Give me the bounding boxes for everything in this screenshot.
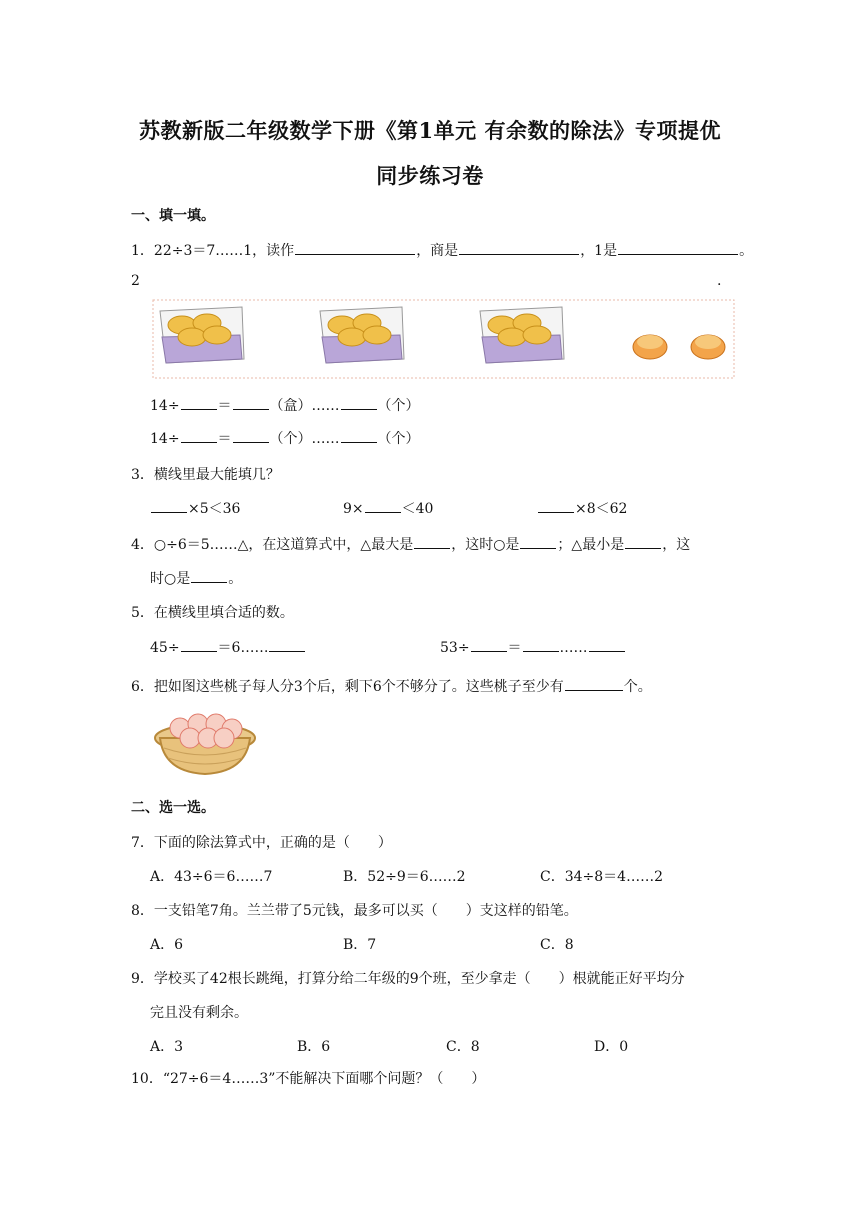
q7-text: 7．下面的除法算式中，正确的是（ ） — [131, 835, 392, 851]
q6-blank[interactable] — [565, 676, 623, 691]
q4-l2-b: 。 — [228, 571, 243, 587]
q9-line1: 9．学校买了42根长跳绳，打算分给二年级的9个班，至少拿走（ ）根就能正好平均分 — [131, 971, 685, 987]
q3-e2-b: ＜40 — [401, 501, 434, 517]
q1-blank-remainder[interactable] — [618, 240, 738, 255]
q8-option-b[interactable]: B．7 — [343, 937, 377, 953]
q4-line2 — [150, 568, 242, 588]
q9-option-d[interactable]: D．0 — [594, 1039, 629, 1055]
q1-text-c: ，1是 — [580, 243, 618, 259]
q2-l1-blank2[interactable] — [233, 395, 269, 410]
q1-blank-read[interactable] — [295, 240, 415, 255]
q5-e2-blank2[interactable] — [523, 637, 559, 652]
q2-l2-blank3[interactable] — [341, 428, 377, 443]
q4-blank2[interactable] — [520, 534, 556, 549]
q2-line1 — [150, 395, 420, 415]
q2-line1-a: 14÷ — [150, 398, 180, 414]
q3-e3-blank[interactable] — [538, 498, 574, 513]
q2-line2-c: （个）…… — [269, 431, 340, 447]
q10-text: 10．“27÷6＝4……3”不能解决下面哪个问题？（ ） — [131, 1071, 486, 1087]
q3-e2-a: 9× — [343, 501, 364, 517]
q5-e1-blank2[interactable] — [269, 637, 305, 652]
q9-line2: 完且没有剩余。 — [150, 1005, 248, 1021]
q7-option-b[interactable]: B．52÷9＝6……2 — [343, 869, 466, 885]
q3-expr3 — [537, 498, 627, 518]
q4-l1-c: ；△最小是 — [557, 537, 625, 553]
q5-e1-blank1[interactable] — [181, 637, 217, 652]
q2-line2 — [150, 428, 420, 448]
q3-e1-blank[interactable] — [151, 498, 187, 513]
q4-line1 — [131, 534, 690, 554]
q1-text-d: 。 — [739, 243, 754, 259]
q3-expr2 — [343, 498, 433, 518]
q5-e2-a: 53÷ — [440, 640, 470, 656]
q7-option-c[interactable]: C．34÷8＝4……2 — [540, 869, 663, 885]
q5-expr1 — [150, 637, 306, 657]
q3-expr1 — [150, 498, 240, 518]
q8-option-c[interactable]: C．8 — [540, 937, 574, 953]
q5-e2-c: …… — [559, 640, 588, 656]
q6-a: 6．把如图这些桃子每人分3个后，剩下6个不够分了。这些桃子至少有 — [131, 679, 564, 695]
bread-box-3 — [480, 307, 564, 363]
q2-line1-b: ＝ — [217, 398, 232, 414]
q8-option-a[interactable]: A．6 — [150, 937, 184, 953]
q2-line2-a: 14÷ — [150, 431, 180, 447]
q1-text-b: ，商是 — [416, 243, 459, 259]
q4-blank3[interactable] — [625, 534, 661, 549]
q2-number: 2 — [131, 273, 140, 289]
peaches — [170, 714, 242, 748]
question-1 — [131, 240, 753, 260]
section1-heading: 一、填一填。 — [131, 208, 215, 224]
q5-e2-blank3[interactable] — [589, 637, 625, 652]
q4-blank1[interactable] — [414, 534, 450, 549]
bread-box-2 — [320, 307, 404, 363]
q3-e1-b: ×5＜36 — [188, 501, 241, 517]
q2-line2-d: （个） — [377, 431, 420, 447]
q2-l2-blank1[interactable] — [181, 428, 217, 443]
q1-blank-quotient[interactable] — [459, 240, 579, 255]
loose-bread-2 — [691, 335, 725, 359]
q3-e3-b: ×8＜62 — [575, 501, 628, 517]
q8-text: 8．一支铅笔7角。兰兰带了5元钱，最多可以买（ ）支这样的铅笔。 — [131, 903, 578, 919]
q2-l2-blank2[interactable] — [233, 428, 269, 443]
q2-line1-d: （个） — [377, 398, 420, 414]
bread-box-1 — [160, 307, 244, 363]
question-6 — [131, 676, 652, 696]
bread-boxes-image — [152, 297, 736, 381]
q4-l1-d: ，这 — [662, 537, 691, 553]
q9-option-b[interactable]: B．6 — [297, 1039, 331, 1055]
q1-text-a: 1．22÷3＝7……1，读作 — [131, 243, 295, 259]
q7-option-a[interactable]: A．43÷6＝6……7 — [150, 869, 273, 885]
q6-b: 个。 — [623, 679, 652, 695]
q3-text: 3．横线里最大能填几？ — [131, 467, 280, 483]
peach-basket-image — [150, 706, 260, 778]
q3-e2-blank[interactable] — [365, 498, 401, 513]
q4-l1-b: ，这时○是 — [451, 537, 520, 553]
q9-option-a[interactable]: A．3 — [150, 1039, 184, 1055]
q5-e1-b: ＝6…… — [217, 640, 269, 656]
page-title-line2: 同步练习卷 — [376, 163, 484, 188]
q5-e2-b: ＝ — [507, 640, 522, 656]
q5-text: 5．在横线里填合适的数。 — [131, 605, 294, 621]
q5-e1-a: 45÷ — [150, 640, 180, 656]
q2-l1-blank1[interactable] — [181, 395, 217, 410]
loose-bread-1 — [633, 335, 667, 359]
q4-l1-a: 4．○÷6＝5……△，在这道算式中，△最大是 — [131, 537, 414, 553]
page-title-line1: 苏教新版二年级数学下册《第1单元 有余数的除法》专项提优 — [139, 118, 721, 143]
q5-e2-blank1[interactable] — [471, 637, 507, 652]
q4-l2-a: 时○是 — [150, 571, 191, 587]
q2-l1-blank3[interactable] — [341, 395, 377, 410]
section2-heading: 二、选一选。 — [131, 800, 215, 816]
q4-blank4[interactable] — [191, 568, 227, 583]
q9-option-c[interactable]: C．8 — [446, 1039, 480, 1055]
q2-dot: . — [717, 273, 722, 289]
q5-expr2 — [440, 637, 626, 657]
q2-line2-b: ＝ — [217, 431, 232, 447]
q2-line1-c: （盒）…… — [269, 398, 340, 414]
